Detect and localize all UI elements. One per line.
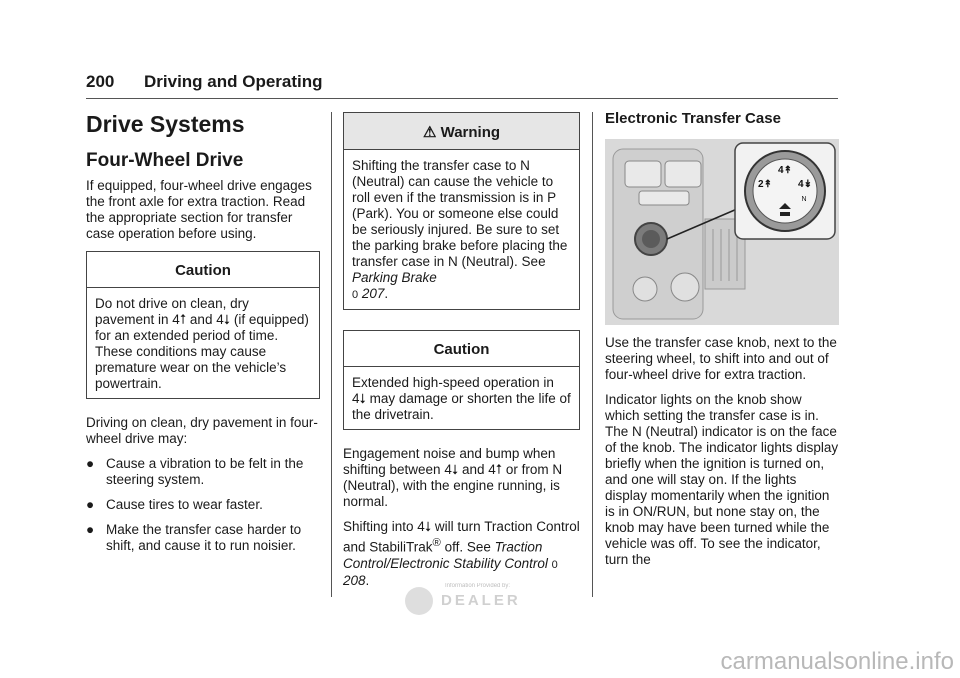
caution-body: Extended high-speed operation in 4⭣ may damage or shorten the life of the drivetrain. [352,375,571,422]
knob-label-2hi: 2↟ [758,179,772,190]
watermark-line1: Information Provided by: [445,583,511,589]
traction-paragraph: Shifting into 4⭣ will turn Traction Control and StabiliTrak® off. See Traction Control/Electronic Stability Control 0 208. [343,519,580,588]
arrow-up-icon: ⭡ [495,462,503,477]
heading-electronic-transfer-case: Electronic Transfer Case [605,110,781,127]
warning-body: Shifting the transfer case to N (Neutral) can cause the vehicle to roll even if the transmission is in P (Park). You or someone else could be seriously injured. Be sure to set the parking brake before placing the transfer case in N (Neutral). See Parking Brake 0 207. [352,158,568,301]
list-item: ● Cause tires to wear faster. [86,497,263,512]
caution-box-2 [343,330,580,430]
arrow-down-icon: ⭣ [451,462,459,477]
page-ref[interactable]: 208 [343,572,366,588]
caution-title: Caution [87,252,319,288]
warning-box [343,112,580,310]
warning-header [344,113,579,150]
knob-label-n: N [801,196,807,203]
bullet-icon: ● [86,497,95,512]
traction-control-link[interactable]: Traction Control/Electronic Stability Control [343,539,548,571]
warning-title: Warning [440,124,501,141]
registered-mark: ® [432,537,441,549]
heading-drive-systems: Drive Systems [86,111,245,137]
watermark-line2: DEALER [441,592,521,609]
bullet-icon: ● [86,456,95,471]
dealer-watermark [405,583,545,617]
section-title: Driving and Operating [144,72,323,91]
page-ref[interactable]: 207 [361,286,385,301]
heading-four-wheel-drive: Four-Wheel Drive [86,150,244,171]
knob-paragraph: Use the transfer case knob, next to the steering wheel, to shift into and out of four-wheel drive for extra traction. [605,335,837,382]
transfer-case-illustration [605,139,839,325]
indicator-paragraph: Indicator lights on the knob show which setting the transfer case is in. The N (Neutral) indicator is on the face of the knob. The indicator lights display briefly when the ignition is turned on, and one will stay on. If the lights display momentarily when the ignition is in ON/RUN, but none stay on, the knob may have been turned while the vehicle was off. To see the indicator, turn the [605,392,839,567]
knob-label-4lo: 4↡ [798,179,812,190]
caution-title: Caution [344,331,579,367]
intro-paragraph: If equipped, four-wheel drive engages the front axle for extra traction. Read the appropriate section for transfer case operation before using. [86,178,312,241]
caution-body: Do not drive on clean, dry pavement in 4⭡ and 4⭣ (if equipped) for an extended period of time. These conditions may cause premature wear on the vehicle’s powertrain. [95,296,309,391]
column-3 [605,108,839,577]
transfer-case-figure [605,139,839,325]
column-2 [343,108,580,598]
list-item: ● Make the transfer case harder to shift, and cause it to run noisier. [86,522,302,553]
arrow-down-icon: ⭣ [223,312,231,327]
page-number: 200 [86,72,115,91]
page-header [86,68,838,99]
list-item: ● Cause a vibration to be felt in the steering system. [86,456,304,487]
caution-box-1 [86,251,320,399]
page-ref-icon: 0 [352,289,359,301]
arrow-down-icon: ⭣ [424,519,432,534]
arrow-down-icon: ⭣ [359,391,366,406]
footer-site-url: carmanualsonline.info [720,648,954,675]
warning-icon: ⚠ [422,124,437,141]
page-ref-icon: 0 [551,558,558,571]
engagement-paragraph: Engagement noise and bump when shifting between 4⭣ and 4⭡ or from N (Neutral), with the engine running, is normal. [343,446,563,509]
column-divider [592,112,593,597]
column-1 [86,108,320,563]
column-divider [331,112,332,597]
bullet-icon: ● [86,522,95,537]
knob-label-4hi: 4↟ [778,165,792,176]
parking-brake-link[interactable]: Parking Brake [352,270,437,285]
arrow-up-icon: ⭡ [179,312,187,327]
dealer-logo-icon [405,587,433,615]
driving-intro: Driving on clean, dry pavement in four-wheel drive may: [86,415,318,446]
